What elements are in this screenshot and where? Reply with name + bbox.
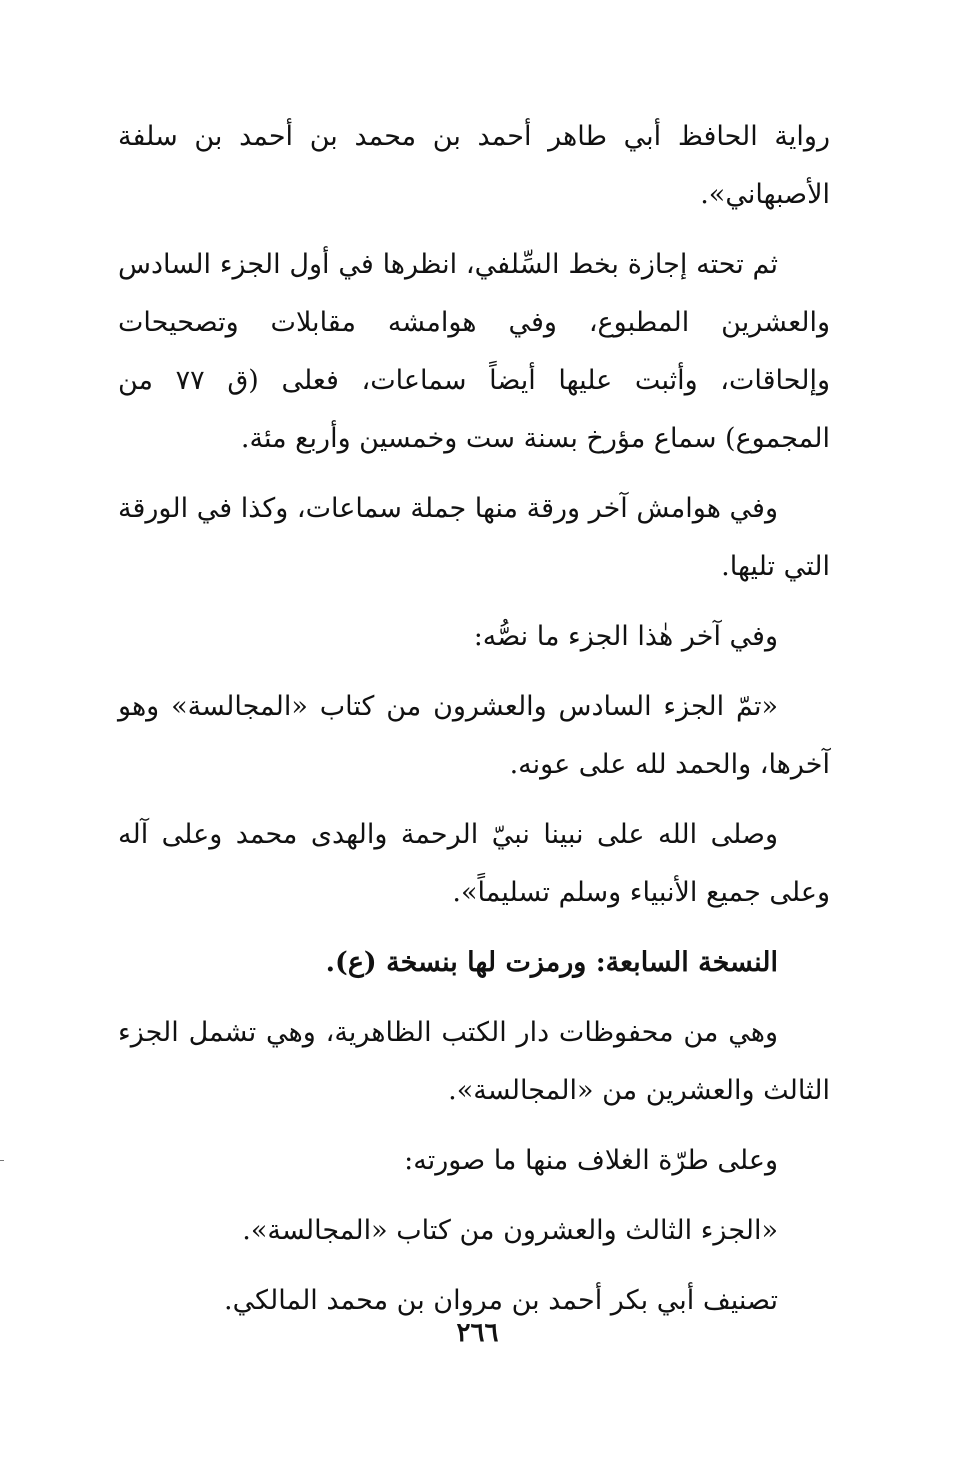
paragraph-cover: وعلى طرّة الغلاف منها ما صورته: bbox=[404, 1145, 778, 1176]
paragraph-ijaza: ثم تحته إجازة بخط السِّلفي، انظرها في أول الجزء السادس والعشرين المطبوع، وفي هوامشه مقابلات وتصحيحات وإلحاقات، وأثبت عليها أيضاً سماعات، فعلى (ق ٧٧ من المجموع) سماع مؤرخ بسنة ست وخمسين وأربع مئة. bbox=[118, 249, 830, 454]
body-text bbox=[118, 108, 830, 1342]
paragraph-margins: وفي هوامش آخر ورقة منها جملة سماعات، وكذا في الورقة التي تليها. bbox=[118, 493, 830, 582]
paragraph-colophon-intro: وفي آخر هٰذا الجزء ما نصُّه: bbox=[473, 621, 778, 652]
paragraph-cover-title: «الجزء الثالث والعشرون من كتاب «المجالسة». bbox=[242, 1215, 778, 1246]
paragraph-colophon-quote: «تمّ الجزء السادس والعشرون من كتاب «المجالسة» وهو آخرها، والحمد لله على عونه. bbox=[118, 691, 830, 780]
page-number: ٢٦٦ bbox=[456, 1318, 499, 1348]
margin-mark bbox=[0, 1160, 4, 1161]
paragraph-narration: رواية الحافظ أبي طاهر أحمد بن محمد بن أحمد بن سلفة الأصبهاني». bbox=[118, 121, 830, 210]
paragraph-colophon-prayer: وصلى الله على نبينا نبيّ الرحمة والهدى محمد وعلى آله وعلى جميع الأنبياء وسلم تسليماً». bbox=[118, 819, 830, 908]
paragraph-zahiriyya: وهي من محفوظات دار الكتب الظاهرية، وهي تشمل الجزء الثالث والعشرين من «المجالسة». bbox=[118, 1017, 830, 1106]
section-heading-seventh-copy: النسخة السابعة: ورمزت لها بنسخة (ع). bbox=[325, 947, 778, 978]
paragraph-author: تصنيف أبي بكر أحمد بن مروان بن محمد المالكي. bbox=[224, 1285, 778, 1316]
